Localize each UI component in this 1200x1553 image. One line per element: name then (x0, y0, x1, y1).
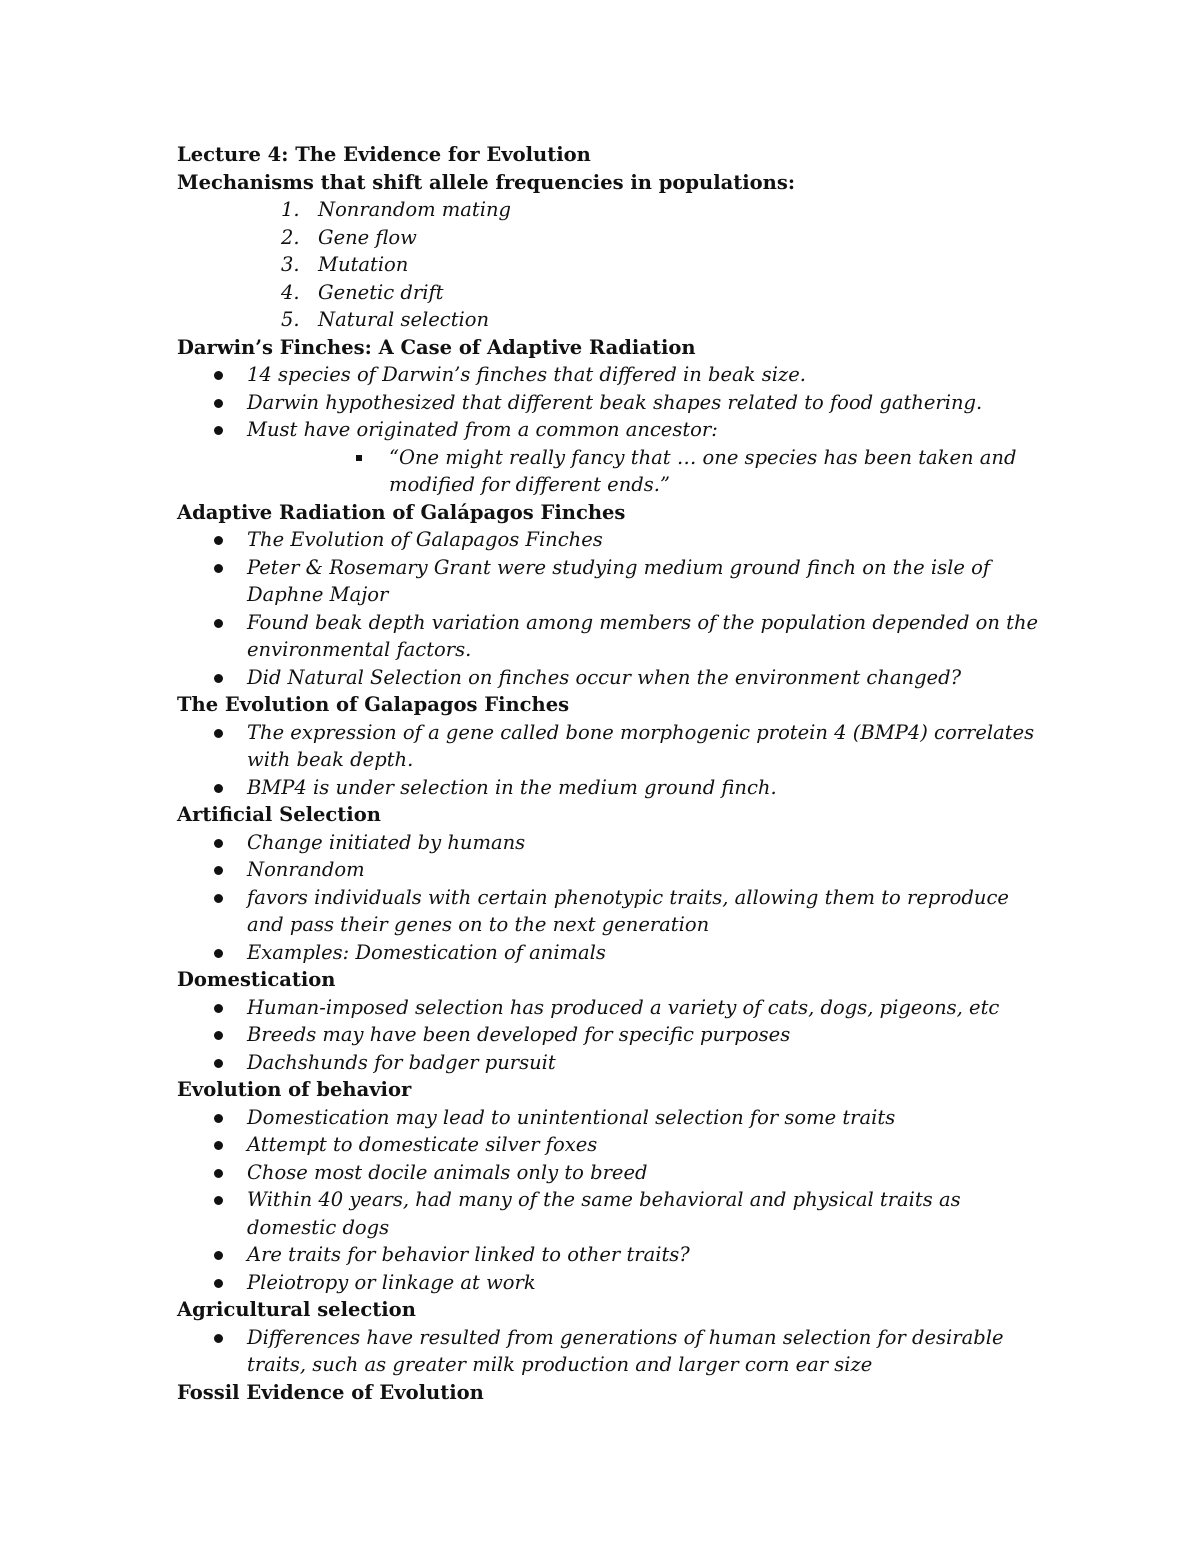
bullet-icon (214, 949, 223, 958)
item-text: Are traits for behavior linked to other traits? (247, 1243, 690, 1266)
bullet-item (177, 1131, 1057, 1159)
bullet-icon (214, 784, 223, 793)
item-text: Nonrandom (247, 858, 365, 881)
bullet-icon (214, 839, 223, 848)
bullet-icon (214, 894, 223, 903)
section-heading-adaptive-radiation: Adaptive Radiation of Galápagos Finches (177, 500, 626, 524)
item-text-continued: environmental factors. (247, 638, 472, 661)
bullet-item (177, 361, 1057, 389)
item-text: The Evolution of Galapagos Finches (247, 528, 603, 551)
bullet-icon (214, 1196, 223, 1205)
item-text: Natural selection (318, 308, 490, 331)
item-text-continued: with beak depth. (247, 748, 414, 771)
item-text-continued: and pass their genes on to the next generation (247, 913, 710, 936)
bullet-item (177, 829, 1057, 857)
item-text: Pleiotropy or linkage at work (247, 1270, 536, 1294)
bullet-item (177, 1324, 1057, 1379)
bullet-icon (214, 1279, 223, 1288)
numbered-item (177, 196, 1057, 224)
bullet-icon (214, 426, 223, 435)
item-text: Examples: Domestication of animals (247, 940, 606, 964)
item-text: 14 species of Darwin’s finches that differed in beak size. (247, 363, 806, 386)
bullet-item (177, 554, 1057, 609)
numbered-item (177, 251, 1057, 279)
bullet-item (177, 389, 1057, 417)
item-number: 2. (281, 225, 300, 249)
item-text-continued: domestic dogs (247, 1215, 390, 1239)
item-text: Mutation (318, 253, 409, 276)
bullet-icon (214, 866, 223, 875)
bullet-icon (214, 1141, 223, 1150)
bullet-item (177, 664, 1057, 692)
item-text-continued: modified for different ends.” (389, 473, 670, 496)
bullet-icon (214, 674, 223, 683)
item-text: Change initiated by humans (247, 830, 526, 854)
document-page (177, 141, 1057, 1406)
square-bullet-icon (356, 455, 362, 461)
bullet-item (177, 1021, 1057, 1049)
section-heading-mechanisms: Mechanisms that shift allele frequencies in populations: (177, 170, 796, 194)
item-text: Attempt to domesticate silver foxes (247, 1133, 598, 1156)
bullet-item (177, 1269, 1057, 1297)
item-text: The expression of a gene called bone morphogenic protein 4 (BMP4) correlates (247, 720, 1035, 744)
numbered-item (177, 279, 1057, 307)
bullet-item (177, 526, 1057, 554)
section-heading-artificial-selection: Artificial Selection (177, 803, 381, 826)
item-number: 3. (281, 253, 300, 276)
section-heading-domestication: Domestication (177, 968, 336, 991)
item-text: Darwin hypothesized that different beak shapes related to food gathering. (247, 390, 983, 414)
item-text: Genetic drift (318, 280, 444, 304)
bullet-item (177, 416, 1057, 444)
bullet-item (177, 856, 1057, 884)
item-number: 4. (281, 280, 300, 304)
sub-bullet-item (177, 444, 1057, 499)
item-text: Domestication may lead to unintentional selection for some traits (247, 1105, 896, 1129)
item-number: 1. (281, 198, 300, 221)
item-text: Dachshunds for badger pursuit (247, 1050, 556, 1074)
bullet-icon (214, 1059, 223, 1068)
item-text: Nonrandom mating (318, 198, 512, 221)
numbered-item (177, 306, 1057, 334)
bullet-item (177, 1049, 1057, 1077)
numbered-item (177, 224, 1057, 252)
bullet-icon (214, 1114, 223, 1123)
item-text: Human-imposed selection has produced a variety of cats, dogs, pigeons, etc (247, 995, 1000, 1019)
item-number: 5. (281, 308, 300, 331)
item-text: “One might really fancy that … one species has been taken and (389, 445, 1017, 469)
bullet-item (177, 1241, 1057, 1269)
bullet-item (177, 719, 1057, 774)
bullet-icon (214, 1334, 223, 1343)
lecture-title: Lecture 4: The Evidence for Evolution (177, 143, 591, 166)
section-heading-darwins-finches: Darwin’s Finches: A Case of Adaptive Radiation (177, 335, 696, 359)
item-text: Breeds may have been developed for specific purposes (247, 1023, 791, 1046)
item-text: Found beak depth variation among members of the population depended on the (247, 610, 1039, 634)
bullet-icon (214, 619, 223, 628)
bullet-icon (214, 1251, 223, 1260)
bullet-item (177, 939, 1057, 967)
bullet-icon (214, 536, 223, 545)
section-heading-evolution-behavior: Evolution of behavior (177, 1078, 412, 1101)
bullet-item (177, 994, 1057, 1022)
item-text: BMP4 is under selection in the medium ground finch. (247, 775, 777, 799)
bullet-icon (214, 729, 223, 738)
item-text-continued: traits, such as greater milk production and larger corn ear size (247, 1353, 873, 1376)
item-text: Gene flow (318, 225, 417, 249)
bullet-icon (214, 564, 223, 573)
item-text-continued: Daphne Major (247, 583, 389, 606)
bullet-icon (214, 371, 223, 380)
item-text: Must have originated from a common ancestor: (247, 418, 718, 441)
bullet-icon (214, 1004, 223, 1013)
item-text: Chose most docile animals only to breed (247, 1160, 648, 1184)
section-heading-fossil-evidence: Fossil Evidence of Evolution (177, 1380, 484, 1404)
bullet-item (177, 1104, 1057, 1132)
bullet-icon (214, 399, 223, 408)
bullet-item (177, 609, 1057, 664)
item-text: Did Natural Selection on finches occur when the environment changed? (247, 665, 962, 689)
bullet-item (177, 884, 1057, 939)
bullet-item (177, 774, 1057, 802)
item-text: Within 40 years, had many of the same behavioral and physical traits as (247, 1188, 961, 1211)
bullet-item (177, 1186, 1057, 1241)
item-text: favors individuals with certain phenotypic traits, allowing them to reproduce (247, 885, 1009, 909)
item-text: Peter & Rosemary Grant were studying medium ground finch on the isle of (247, 555, 991, 579)
bullet-item (177, 1159, 1057, 1187)
bullet-icon (214, 1169, 223, 1178)
section-heading-agricultural-selection: Agricultural selection (177, 1298, 416, 1321)
item-text: Differences have resulted from generations of human selection for desirable (247, 1325, 1004, 1349)
section-heading-evolution-galapagos: The Evolution of Galapagos Finches (177, 693, 570, 716)
bullet-icon (214, 1031, 223, 1040)
